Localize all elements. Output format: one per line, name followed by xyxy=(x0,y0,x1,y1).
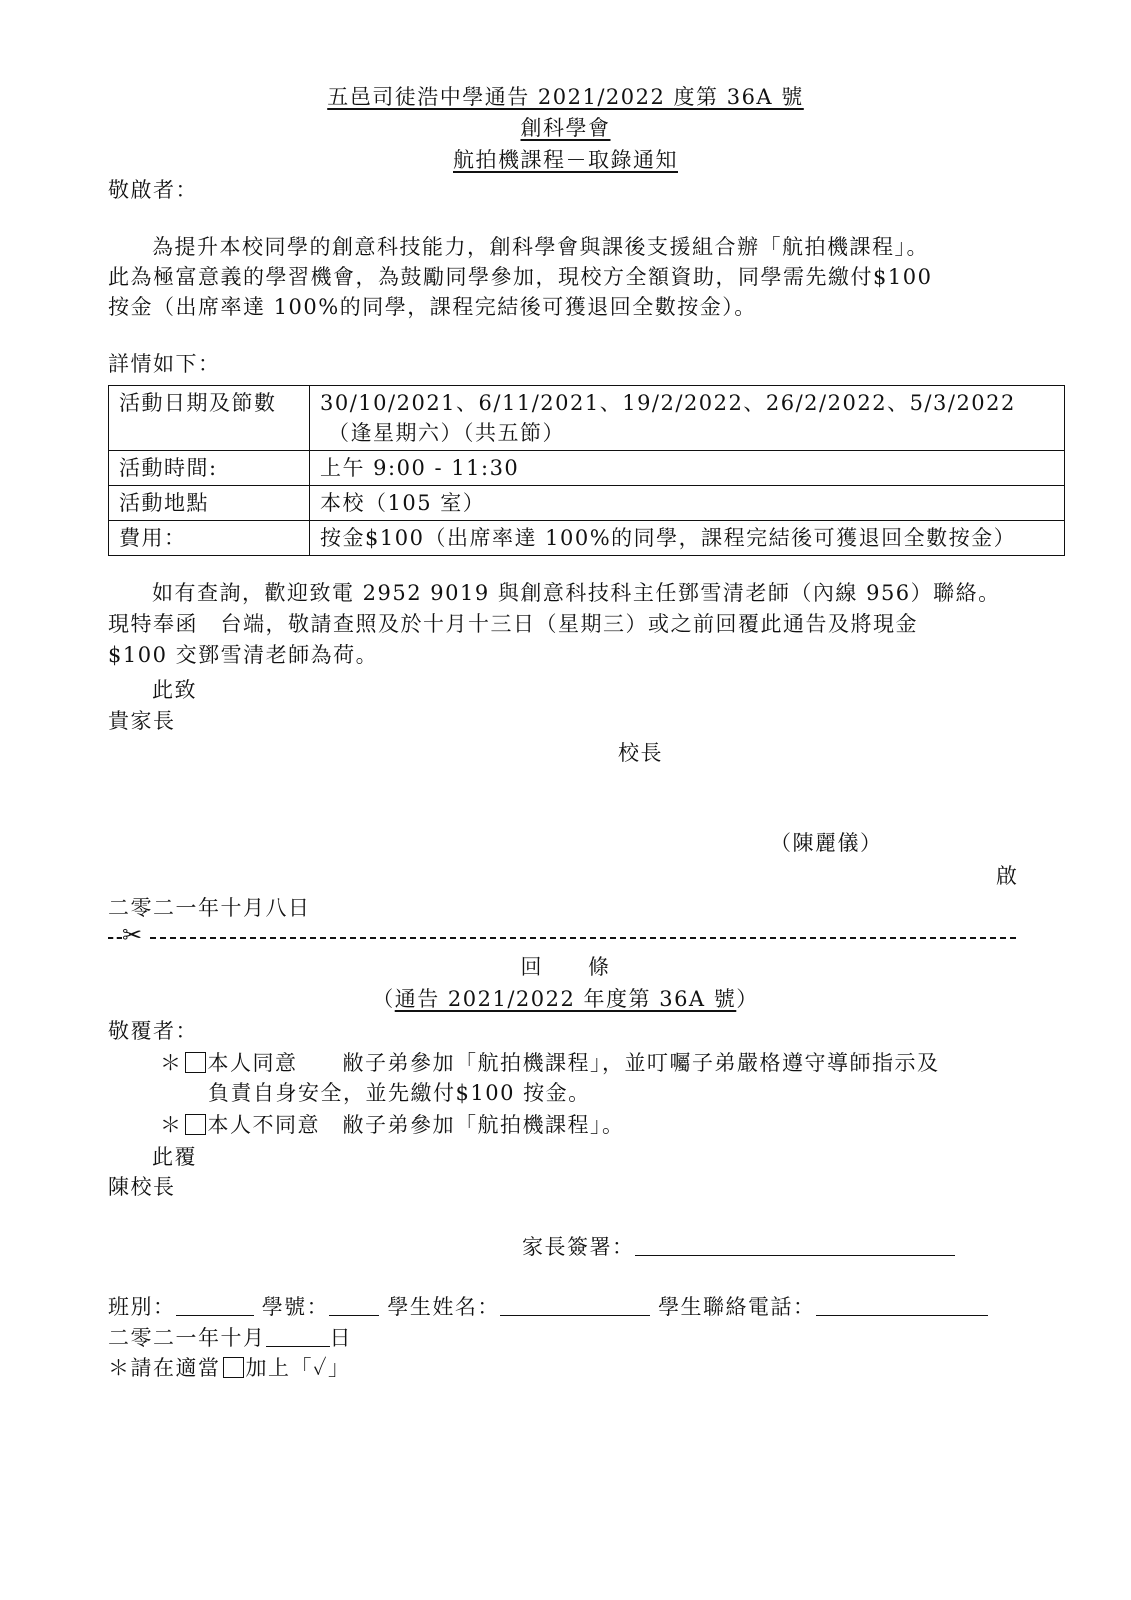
table-row xyxy=(109,451,1065,486)
tick-note xyxy=(108,1353,351,1383)
reply-ref-close: ） xyxy=(736,987,759,1011)
student-name-field[interactable] xyxy=(500,1293,650,1316)
table-cell-label: 活動時間: xyxy=(109,451,310,486)
student-no-field[interactable] xyxy=(329,1293,379,1316)
option-disagree xyxy=(160,1110,625,1140)
principal-title: 校長 xyxy=(618,741,663,765)
parent-signature-label: 家長簽署： xyxy=(522,1235,635,1259)
class-field[interactable] xyxy=(176,1293,254,1316)
asterisk: ＊ xyxy=(160,1113,183,1137)
table-cell-label: 活動地點 xyxy=(109,486,310,521)
closing: 此致 xyxy=(152,678,197,702)
reply-date-line xyxy=(108,1323,352,1353)
scissors-icon: ✂ xyxy=(122,925,143,949)
reply-title: 回 條 xyxy=(520,955,611,979)
notice-date: 二零二一年十月八日 xyxy=(108,896,311,920)
option-agree-text: 本人同意 敝子弟參加「航拍機課程」，並叮囑子弟嚴格遵守導師指示及 xyxy=(207,1051,940,1075)
option-disagree-text: 本人不同意 敝子弟參加「航拍機課程」。 xyxy=(207,1113,625,1137)
tick-note-suffix: 加上「✓」 xyxy=(245,1356,351,1380)
reply-date-suffix: 日 xyxy=(329,1326,352,1350)
student-no-label: 學號： xyxy=(261,1295,330,1319)
dash-line xyxy=(108,937,122,939)
details-heading: 詳情如下： xyxy=(108,352,221,376)
intro-line-3: 按金（出席率達 100%的同學，課程完結後可獲退回全數按金）。 xyxy=(108,295,757,319)
checkbox-sample xyxy=(223,1357,244,1378)
table-row xyxy=(109,521,1065,556)
tick-note-prefix: ＊請在適當 xyxy=(108,1356,221,1380)
student-name-label: 學生姓名： xyxy=(387,1295,500,1319)
contact-line-1: 如有查詢，歡迎致電 2952 9019 與創意科技科主任鄧雪清老師（內線 956）聯絡。 xyxy=(152,581,1001,605)
parent-signature-field[interactable] xyxy=(635,1233,955,1256)
option-agree-cont: 負責自身安全，並先繳付$100 按金。 xyxy=(208,1081,591,1105)
reply-salutation: 敬覆者： xyxy=(108,1019,198,1043)
table-row xyxy=(109,386,1065,451)
cut-line xyxy=(108,925,1016,949)
dates-line: 30/10/2021、6/11/2021、19/2/2022、26/2/2022、5/3/2022 xyxy=(320,391,1016,415)
agree-checkbox[interactable] xyxy=(185,1052,206,1073)
notice-title: 五邑司徒浩中學通告 2021/2022 度第 36A 號 xyxy=(327,85,804,109)
reply-ref-text: 通告 2021/2022 年度第 36A 號 xyxy=(394,987,737,1011)
reply-closing: 此覆 xyxy=(152,1145,197,1169)
intro-line-1: 為提升本校同學的創意科技能力，創科學會與課後支援組合辦「航拍機課程」。 xyxy=(152,235,929,259)
reply-day-field[interactable] xyxy=(266,1324,330,1347)
table-cell-value: 上午 9:00 - 11:30 xyxy=(310,451,1065,486)
sign-off: 啟 xyxy=(996,864,1019,888)
addressee: 貴家長 xyxy=(108,709,176,733)
salutation: 敬啟者： xyxy=(108,178,198,202)
table-cell-value: 按金$100（出席率達 100%的同學，課程完結後可獲退回全數按金） xyxy=(310,521,1065,556)
disagree-checkbox[interactable] xyxy=(185,1114,206,1135)
intro-line-2: 此為極富意義的學習機會，為鼓勵同學參加，現校方全額資助，同學需先繳付$100 xyxy=(108,265,933,289)
table-cell-label: 費用： xyxy=(109,521,310,556)
student-info-line xyxy=(108,1292,988,1322)
dates-note: （逢星期六）（共五節） xyxy=(328,421,565,445)
parent-signature xyxy=(522,1232,955,1262)
phone-label: 學生聯絡電話： xyxy=(658,1295,816,1319)
notice-subject: 航拍機課程－取錄通知 xyxy=(453,148,678,172)
reply-addressee: 陳校長 xyxy=(108,1175,176,1199)
contact-line-2: 現特奉函 台端，敬請查照及於十月十三日（星期三）或之前回覆此通告及將現金 xyxy=(108,612,918,636)
reply-date-prefix: 二零二一年十月 xyxy=(108,1326,266,1350)
class-label: 班別： xyxy=(108,1295,176,1319)
asterisk: ＊ xyxy=(160,1051,183,1075)
table-cell-value xyxy=(310,386,1065,451)
option-agree xyxy=(160,1048,940,1078)
table-cell-label: 活動日期及節數 xyxy=(109,386,310,451)
principal-name: （陳麗儀） xyxy=(770,831,883,855)
table-row xyxy=(109,486,1065,521)
table-cell-value: 本校（105 室） xyxy=(310,486,1065,521)
contact-line-3: $100 交鄧雪清老師為荷。 xyxy=(108,643,379,667)
details-table xyxy=(108,385,1065,556)
phone-field[interactable] xyxy=(816,1293,988,1316)
dash-line xyxy=(150,937,1016,939)
society-name: 創科學會 xyxy=(520,116,611,140)
reply-ref-open: （ xyxy=(372,987,395,1011)
reply-reference xyxy=(0,984,1131,1014)
